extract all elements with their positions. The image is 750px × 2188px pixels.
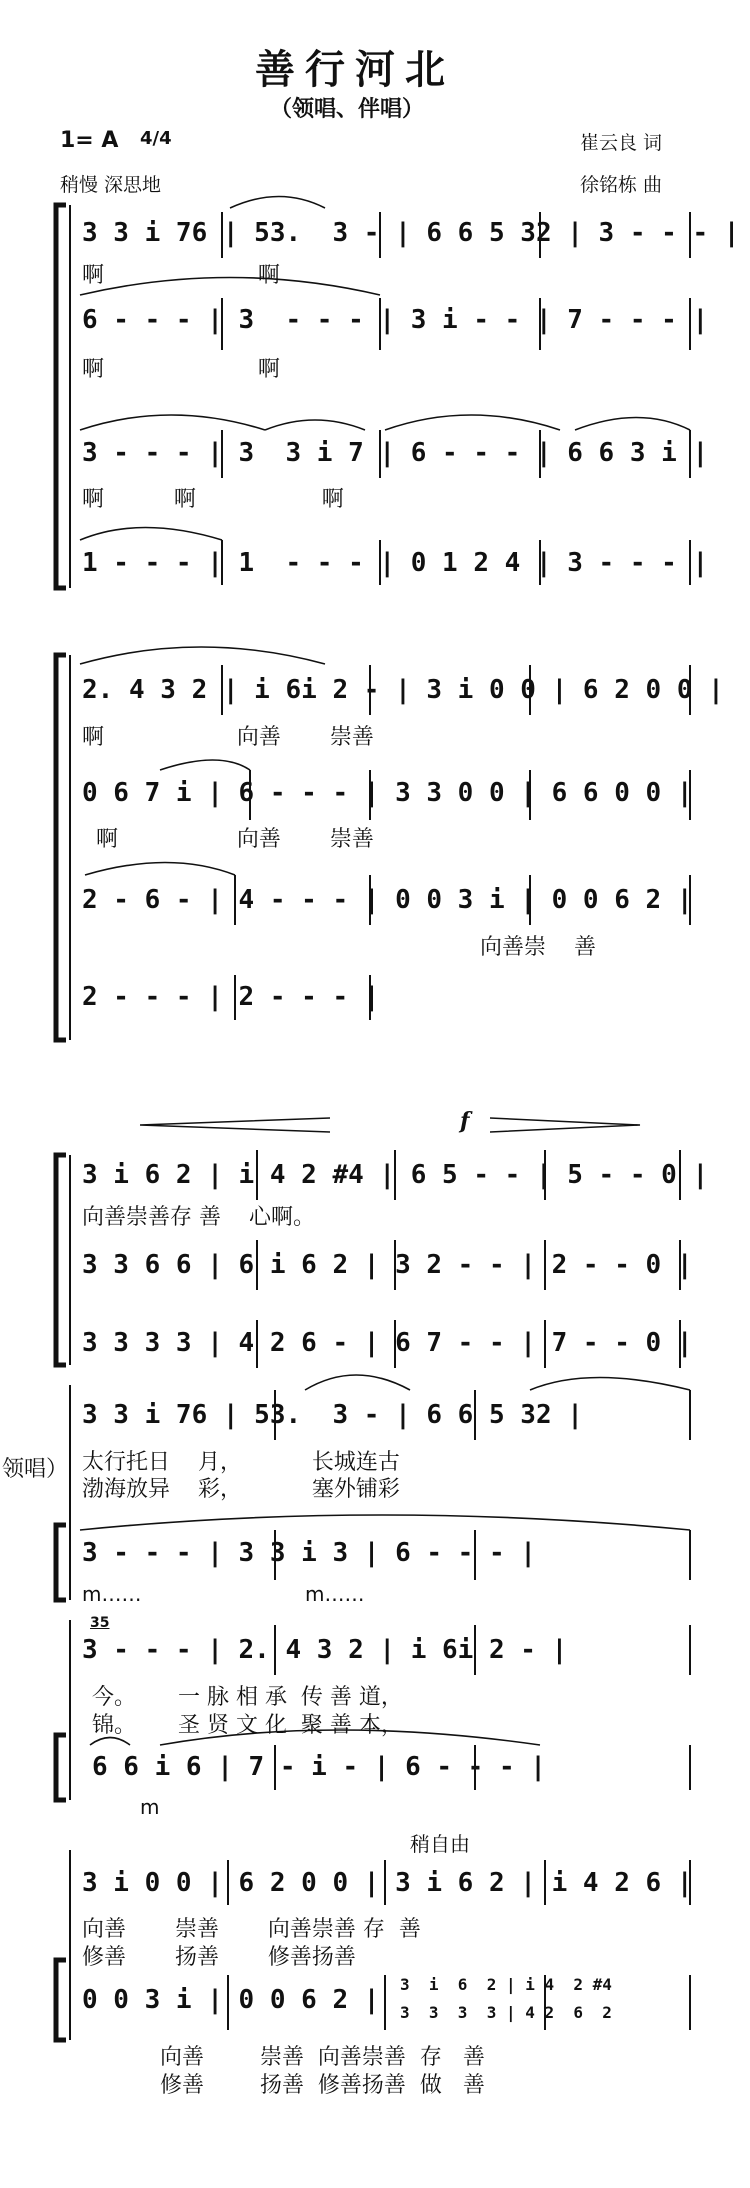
system2-staff3-lyric: 向善崇 善 bbox=[480, 935, 596, 960]
system2-staff1-lyric: 啊 向善 崇善 bbox=[82, 725, 374, 750]
system4-hum1: m…… bbox=[82, 1582, 142, 1606]
system3-staff1-lyric: 向善崇善存 善 心啊。 bbox=[82, 1205, 315, 1230]
system6-chorus-upper: 3 i 6 2 | i 4 2 #4 bbox=[400, 1975, 612, 1994]
system1-staff2-lyric: 啊 啊 bbox=[82, 357, 280, 382]
system4-hum2: m…… bbox=[305, 1582, 365, 1606]
system6-lead-notes: 3 i 0 0 | 6 2 0 0 | 3 i 6 2 | i 4 2 6 | bbox=[82, 1868, 693, 1898]
system6-chorus-lower: 3 3 3 3 | 4 2 6 2 bbox=[400, 2003, 612, 2022]
system4-lead-notes: 3 3 i 76 | 53. 3 - | 6 6 5 32 | bbox=[82, 1400, 583, 1430]
system5-lead-lyric1: 今。 一 脉 相 承 传 善 道， bbox=[92, 1685, 403, 1710]
system2-staff2-lyric: 啊 向善 崇善 bbox=[82, 827, 374, 852]
system5-lead-lyric2: 锦。 圣 贤 文 化 聚 善 本， bbox=[92, 1713, 403, 1738]
key-signature: 1= A bbox=[60, 128, 119, 153]
system1-staff4-notes: 1 - - - | 1 - - - | 0 1 2 4 | 3 - - - | bbox=[82, 548, 709, 578]
system1-staff3-lyric: 啊 啊 啊 bbox=[82, 487, 344, 512]
composer-credit: 徐铭栋 曲 bbox=[580, 174, 663, 196]
system2-staff3-notes: 2 - 6 - | 4 - - - | 0 0 3 i | 0 0 6 2 | bbox=[82, 885, 693, 915]
system3-staff1-notes: 3 i 6 2 | i 4 2 #4 | 6 5 - - | 5 - - 0 | bbox=[82, 1160, 709, 1190]
system5-lead-notes: 3 - - - | 2. 4 3 2 | i 6i 2 - | bbox=[82, 1635, 568, 1665]
system5-chorus-notes: 6 6 i 6 | 7 - i - | 6 - - - | bbox=[92, 1752, 546, 1782]
system2-staff2-notes: 0 6 7 i | 6 - - - | 3 3 0 0 | 6 6 0 0 | bbox=[82, 778, 693, 808]
system1-staff2-notes: 6 - - - | 3 - - - | 3 i - - | 7 - - - | bbox=[82, 305, 709, 335]
grace-notes: 35 bbox=[90, 1615, 110, 1631]
system4-chorus-notes: 3 - - - | 3 3 i 3 | 6 - - - | bbox=[82, 1538, 536, 1568]
system3-staff2-notes: 3 3 6 6 | 6 i 6 2 | 3 2 - - | 2 - - 0 | bbox=[82, 1250, 693, 1280]
system6-lead-lyric1: 向善 崇善 向善崇善 存 善 bbox=[82, 1917, 421, 1942]
system1-staff1-notes: 3 3 i 76 | 53. 3 - | 6 6 5 32 | 3 - - - | bbox=[82, 218, 740, 248]
lead-singer-label: 领唱） bbox=[2, 1457, 69, 1482]
song-title: 善行河北 bbox=[255, 47, 455, 93]
subtitle: （领唱、伴唱） bbox=[270, 97, 425, 122]
system2-staff1-notes: 2. 4 3 2 | i 6i 2 - | 3 i 0 0 | 6 2 0 0 | bbox=[82, 675, 724, 705]
system6-chorus-lyric2: 修善 扬善 修善扬善 做 善 bbox=[160, 2073, 485, 2098]
dynamic-forte: f bbox=[460, 1108, 470, 1134]
system2-staff4-notes: 2 - - - | 2 - - - | bbox=[82, 982, 380, 1012]
system1-staff1-lyric: 啊 啊 bbox=[82, 263, 280, 288]
lyricist-credit: 崔云良 词 bbox=[580, 132, 663, 154]
tempo-rubato-marking: 稍自由 bbox=[410, 1832, 470, 1856]
system5-hum: m bbox=[140, 1795, 160, 1819]
system6-chorus-notes: 0 0 3 i | 0 0 6 2 | bbox=[82, 1985, 380, 2015]
system3-staff3-notes: 3 3 3 3 | 4 2 6 - | 6 7 - - | 7 - - 0 | bbox=[82, 1328, 693, 1358]
system4-lead-lyric2: 渤海放异 彩， 塞外铺彩 bbox=[82, 1477, 400, 1502]
time-signature: 4/4 bbox=[140, 128, 172, 149]
system1-staff3-notes: 3 - - - | 3 3 i 7 | 6 - - - | 6 6 3 i | bbox=[82, 438, 709, 468]
system4-lead-lyric1: 太行托日 月， 长城连古 bbox=[82, 1450, 400, 1475]
system6-lead-lyric2: 修善 扬善 修善扬善 bbox=[82, 1945, 356, 1970]
system6-chorus-lyric1: 向善 崇善 向善崇善 存 善 bbox=[160, 2045, 485, 2070]
tempo-marking: 稍慢 深思地 bbox=[60, 174, 162, 196]
